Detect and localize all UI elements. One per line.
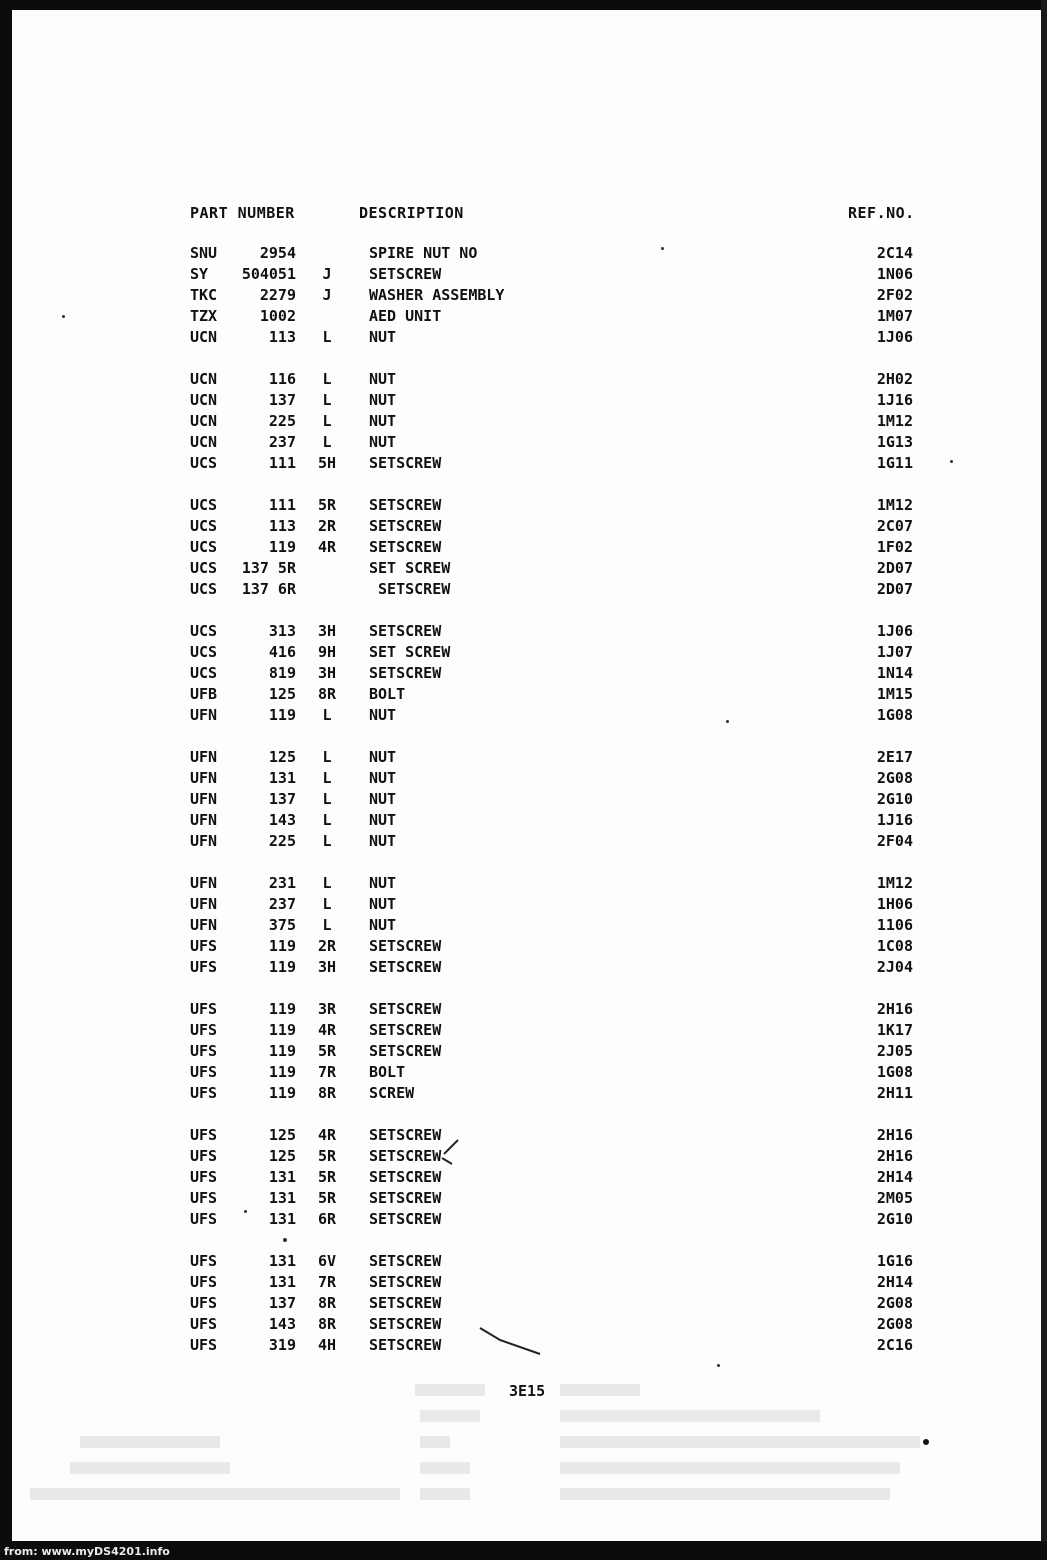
part-ref-no: 2G08 [876,1294,913,1312]
part-prefix: UFS [190,1063,218,1081]
part-suffix: 4R [317,1021,337,1039]
source-footer: from: www.myDS4201.info [4,1545,170,1558]
part-description: SCREW [369,1084,415,1102]
part-ref-no: 1H06 [876,895,913,913]
part-description: SETSCREW [369,1252,442,1270]
part-ref-no: 2C16 [876,1336,913,1354]
part-row [0,1021,1047,1042]
part-description: SETSCREW [369,517,442,535]
part-description: SETSCREW [369,580,451,598]
part-prefix: UFN [190,916,218,934]
part-description: SETSCREW [369,1210,442,1228]
part-description: SETSCREW [369,1336,442,1354]
part-row [0,916,1047,937]
part-suffix: 5R [317,1168,337,1186]
part-prefix: UFN [190,811,218,829]
part-description: BOLT [369,1063,406,1081]
part-number: 237 [268,433,296,451]
scan-speck [717,1364,720,1367]
part-row [0,538,1047,559]
part-suffix: L [322,412,332,430]
part-description: SETSCREW [369,958,442,976]
part-prefix: UFS [190,1210,218,1228]
part-suffix: 2R [317,517,337,535]
part-row [0,433,1047,454]
part-number: 119 [268,1000,296,1018]
part-ref-no: 1G13 [876,433,913,451]
part-prefix: UFS [190,1336,218,1354]
part-prefix: UCS [190,517,218,535]
part-number: 119 [268,538,296,556]
part-number: 313 [268,622,296,640]
part-number: 131 [268,1273,296,1291]
part-prefix: UFS [190,1189,218,1207]
part-prefix: UCS [190,643,218,661]
part-row [0,685,1047,706]
part-ref-no: 2H16 [876,1147,913,1165]
part-ref-no: 1J16 [876,811,913,829]
part-prefix: TZX [190,307,218,325]
part-suffix: 3H [317,622,337,640]
part-description: SETSCREW [369,1168,442,1186]
part-prefix: UFN [190,895,218,913]
part-suffix: 5R [317,496,337,514]
part-suffix: L [322,433,332,451]
part-prefix: UFS [190,1021,218,1039]
part-row [0,286,1047,307]
scan-speck [62,315,65,318]
part-number: 131 [268,1210,296,1228]
part-suffix: 3H [317,958,337,976]
part-suffix: L [322,895,332,913]
part-suffix: J [322,286,332,304]
scan-speck [950,460,953,463]
part-row [0,1042,1047,1063]
part-number: 119 [268,1021,296,1039]
part-number: 111 [268,454,296,472]
part-prefix: UCS [190,664,218,682]
part-ref-no: 1J06 [876,328,913,346]
part-ref-no: 1M12 [876,874,913,892]
part-description: SETSCREW [369,1315,442,1333]
part-suffix: 3R [317,1000,337,1018]
part-number: 125 [268,685,296,703]
part-description: SETSCREW [369,1147,442,1165]
part-ref-no: 2G10 [876,790,913,808]
part-number: 113 [268,517,296,535]
part-description: SETSCREW [369,664,442,682]
part-description: NUT [369,874,397,892]
header-part-number: PART NUMBER [190,204,295,222]
part-description: NUT [369,412,397,430]
part-ref-no: 2J04 [876,958,913,976]
part-row [0,1084,1047,1105]
part-prefix: UFN [190,769,218,787]
part-ref-no: 2D07 [876,559,913,577]
part-suffix: 5R [317,1189,337,1207]
part-row [0,811,1047,832]
part-suffix: 8R [317,685,337,703]
part-description: NUT [369,916,397,934]
part-description: NUT [369,790,397,808]
part-ref-no: 2H11 [876,1084,913,1102]
part-row [0,496,1047,517]
part-description: SET SCREW [369,559,451,577]
header-ref-no: REF.NO. [848,204,915,222]
scan-speck [283,1238,287,1242]
part-number: 131 [268,1252,296,1270]
part-prefix: UFS [190,1168,218,1186]
part-prefix: UCN [190,412,218,430]
part-prefix: UFS [190,1042,218,1060]
part-ref-no: 2H16 [876,1126,913,1144]
part-prefix: UFN [190,748,218,766]
part-row [0,1063,1047,1084]
part-number: 225 [268,412,296,430]
part-row [0,832,1047,853]
part-row [0,307,1047,328]
part-ref-no: 1J07 [876,643,913,661]
part-description: SETSCREW [369,454,442,472]
part-row [0,580,1047,601]
part-prefix: TKC [190,286,218,304]
part-suffix: L [322,811,332,829]
part-description: BOLT [369,685,406,703]
part-ref-no: 1M12 [876,496,913,514]
part-description: NUT [369,895,397,913]
part-number: 319 [268,1336,296,1354]
part-suffix: 5R [317,1042,337,1060]
part-ref-no: 1M15 [876,685,913,703]
part-row [0,412,1047,433]
part-suffix: 5R [317,1147,337,1165]
part-suffix: 6V [317,1252,337,1270]
part-description: SETSCREW [369,937,442,955]
part-suffix: L [322,769,332,787]
part-prefix: UCS [190,580,218,598]
part-number: 137 [268,391,296,409]
part-row [0,391,1047,412]
part-description: SETSCREW [369,496,442,514]
part-prefix: UFS [190,958,218,976]
part-number: 125 [268,1126,296,1144]
part-ref-no: 1F02 [876,538,913,556]
part-number: 504051 [241,265,296,283]
part-description: SET SCREW [369,643,451,661]
part-description: NUT [369,811,397,829]
part-ref-no: 2G08 [876,1315,913,1333]
part-number: 2954 [259,244,296,262]
part-ref-no: 2F04 [876,832,913,850]
part-suffix: 4R [317,538,337,556]
part-number: 119 [268,937,296,955]
part-row [0,370,1047,391]
part-prefix: UFN [190,790,218,808]
scan-border-top [0,0,1047,10]
part-number: 819 [268,664,296,682]
part-suffix: 8R [317,1294,337,1312]
part-number: 125 [268,1147,296,1165]
part-prefix: UFS [190,937,218,955]
part-prefix: UCN [190,433,218,451]
part-number: 113 [268,328,296,346]
part-description: SETSCREW [369,1273,442,1291]
part-prefix: UCN [190,370,218,388]
part-number: 416 [268,643,296,661]
part-suffix: L [322,874,332,892]
part-suffix: 9H [317,643,337,661]
part-number: 225 [268,832,296,850]
part-prefix: UCS [190,454,218,472]
part-row [0,622,1047,643]
part-number: 119 [268,1042,296,1060]
part-prefix: UFS [190,1315,218,1333]
part-suffix: L [322,328,332,346]
part-description: SETSCREW [369,1189,442,1207]
part-suffix: 3H [317,664,337,682]
part-description: AED UNIT [369,307,442,325]
pen-mark [440,1130,560,1360]
part-suffix: L [322,832,332,850]
part-description: NUT [369,370,397,388]
part-row [0,790,1047,811]
part-ref-no: 2H14 [876,1168,913,1186]
part-row [0,559,1047,580]
part-prefix: UFS [190,1273,218,1291]
part-suffix: 7R [317,1273,337,1291]
part-number: 143 [268,1315,296,1333]
part-suffix: L [322,748,332,766]
part-number: 111 [268,496,296,514]
part-suffix: J [322,265,332,283]
part-suffix: 7R [317,1063,337,1081]
part-prefix: UCS [190,559,218,577]
part-ref-no: 2G10 [876,1210,913,1228]
scan-speck [244,1210,247,1213]
part-suffix: 4R [317,1126,337,1144]
part-row [0,958,1047,979]
part-description: NUT [369,748,397,766]
part-ref-no: 1C08 [876,937,913,955]
part-description: SETSCREW [369,1294,442,1312]
part-description: NUT [369,433,397,451]
part-description: SETSCREW [369,538,442,556]
header-description: DESCRIPTION [359,204,464,222]
part-prefix: SY [190,265,209,283]
part-suffix: 6R [317,1210,337,1228]
part-description: SETSCREW [369,1021,442,1039]
part-suffix: L [322,916,332,934]
part-description: NUT [369,328,397,346]
part-number: 119 [268,1063,296,1081]
part-row [0,748,1047,769]
part-description: SETSCREW [369,1042,442,1060]
part-prefix: UFS [190,1084,218,1102]
part-prefix: UFS [190,1294,218,1312]
part-ref-no: 1G08 [876,1063,913,1081]
part-ref-no: 1M07 [876,307,913,325]
part-row [0,517,1047,538]
part-suffix: 2R [317,937,337,955]
part-description: SPIRE NUT NO [369,244,478,262]
part-prefix: UFN [190,832,218,850]
part-ref-no: 1J16 [876,391,913,409]
part-row [0,454,1047,475]
part-ref-no: 1106 [876,916,913,934]
part-prefix: UCS [190,496,218,514]
part-description: SETSCREW [369,622,442,640]
part-description: SETSCREW [369,265,442,283]
part-row [0,265,1047,286]
part-row [0,1000,1047,1021]
part-suffix: L [322,706,332,724]
part-ref-no: 1J06 [876,622,913,640]
part-number: 119 [268,958,296,976]
part-number: 119 [268,1084,296,1102]
part-row [0,706,1047,727]
part-ref-no: 2M05 [876,1189,913,1207]
part-number: 231 [268,874,296,892]
part-description: NUT [369,769,397,787]
part-number: 137 [268,790,296,808]
part-row [0,643,1047,664]
part-number: 125 [268,748,296,766]
part-ref-no: 1G08 [876,706,913,724]
part-number: 137 6R [241,580,296,598]
part-number: 131 [268,769,296,787]
part-number: 116 [268,370,296,388]
part-ref-no: 2C14 [876,244,913,262]
part-suffix: L [322,790,332,808]
part-number: 237 [268,895,296,913]
part-description: NUT [369,832,397,850]
part-number: 137 [268,1294,296,1312]
part-prefix: UFS [190,1126,218,1144]
part-prefix: UFB [190,685,218,703]
part-prefix: UCN [190,391,218,409]
part-prefix: UCS [190,538,218,556]
part-description: SETSCREW [369,1000,442,1018]
part-row [0,769,1047,790]
part-description: NUT [369,391,397,409]
part-number: 137 5R [241,559,296,577]
part-suffix: 8R [317,1084,337,1102]
part-prefix: UFN [190,706,218,724]
part-ref-no: 2J05 [876,1042,913,1060]
scan-speck [661,247,664,250]
part-number: 2279 [259,286,296,304]
part-ref-no: 2G08 [876,769,913,787]
page-number: 3E15 [509,1382,546,1400]
part-prefix: UFN [190,874,218,892]
part-row [0,328,1047,349]
part-row [0,874,1047,895]
part-description: SETSCREW [369,1126,442,1144]
part-number: 119 [268,706,296,724]
part-suffix: 4H [317,1336,337,1354]
part-prefix: UFS [190,1000,218,1018]
scan-speck [726,720,729,723]
part-number: 375 [268,916,296,934]
part-ref-no: 2D07 [876,580,913,598]
part-ref-no: 2H02 [876,370,913,388]
part-row [0,937,1047,958]
part-suffix: 5H [317,454,337,472]
part-ref-no: 2E17 [876,748,913,766]
part-ref-no: 2H16 [876,1000,913,1018]
part-prefix: UFS [190,1147,218,1165]
part-number: 131 [268,1168,296,1186]
part-prefix: UCS [190,622,218,640]
part-ref-no: 1G16 [876,1252,913,1270]
part-prefix: UCN [190,328,218,346]
part-description: NUT [369,706,397,724]
part-ref-no: 1N14 [876,664,913,682]
part-ref-no: 2H14 [876,1273,913,1291]
part-ref-no: 1M12 [876,412,913,430]
part-description: WASHER ASSEMBLY [369,286,505,304]
part-row [0,664,1047,685]
part-row [0,244,1047,265]
part-number: 143 [268,811,296,829]
part-ref-no: 1K17 [876,1021,913,1039]
part-suffix: L [322,391,332,409]
part-row [0,895,1047,916]
part-suffix: 8R [317,1315,337,1333]
part-number: 1002 [259,307,296,325]
part-prefix: UFS [190,1252,218,1270]
part-ref-no: 1N06 [876,265,913,283]
part-number: 131 [268,1189,296,1207]
part-suffix: L [322,370,332,388]
part-ref-no: 1G11 [876,454,913,472]
part-ref-no: 2F02 [876,286,913,304]
part-ref-no: 2C07 [876,517,913,535]
part-prefix: SNU [190,244,218,262]
